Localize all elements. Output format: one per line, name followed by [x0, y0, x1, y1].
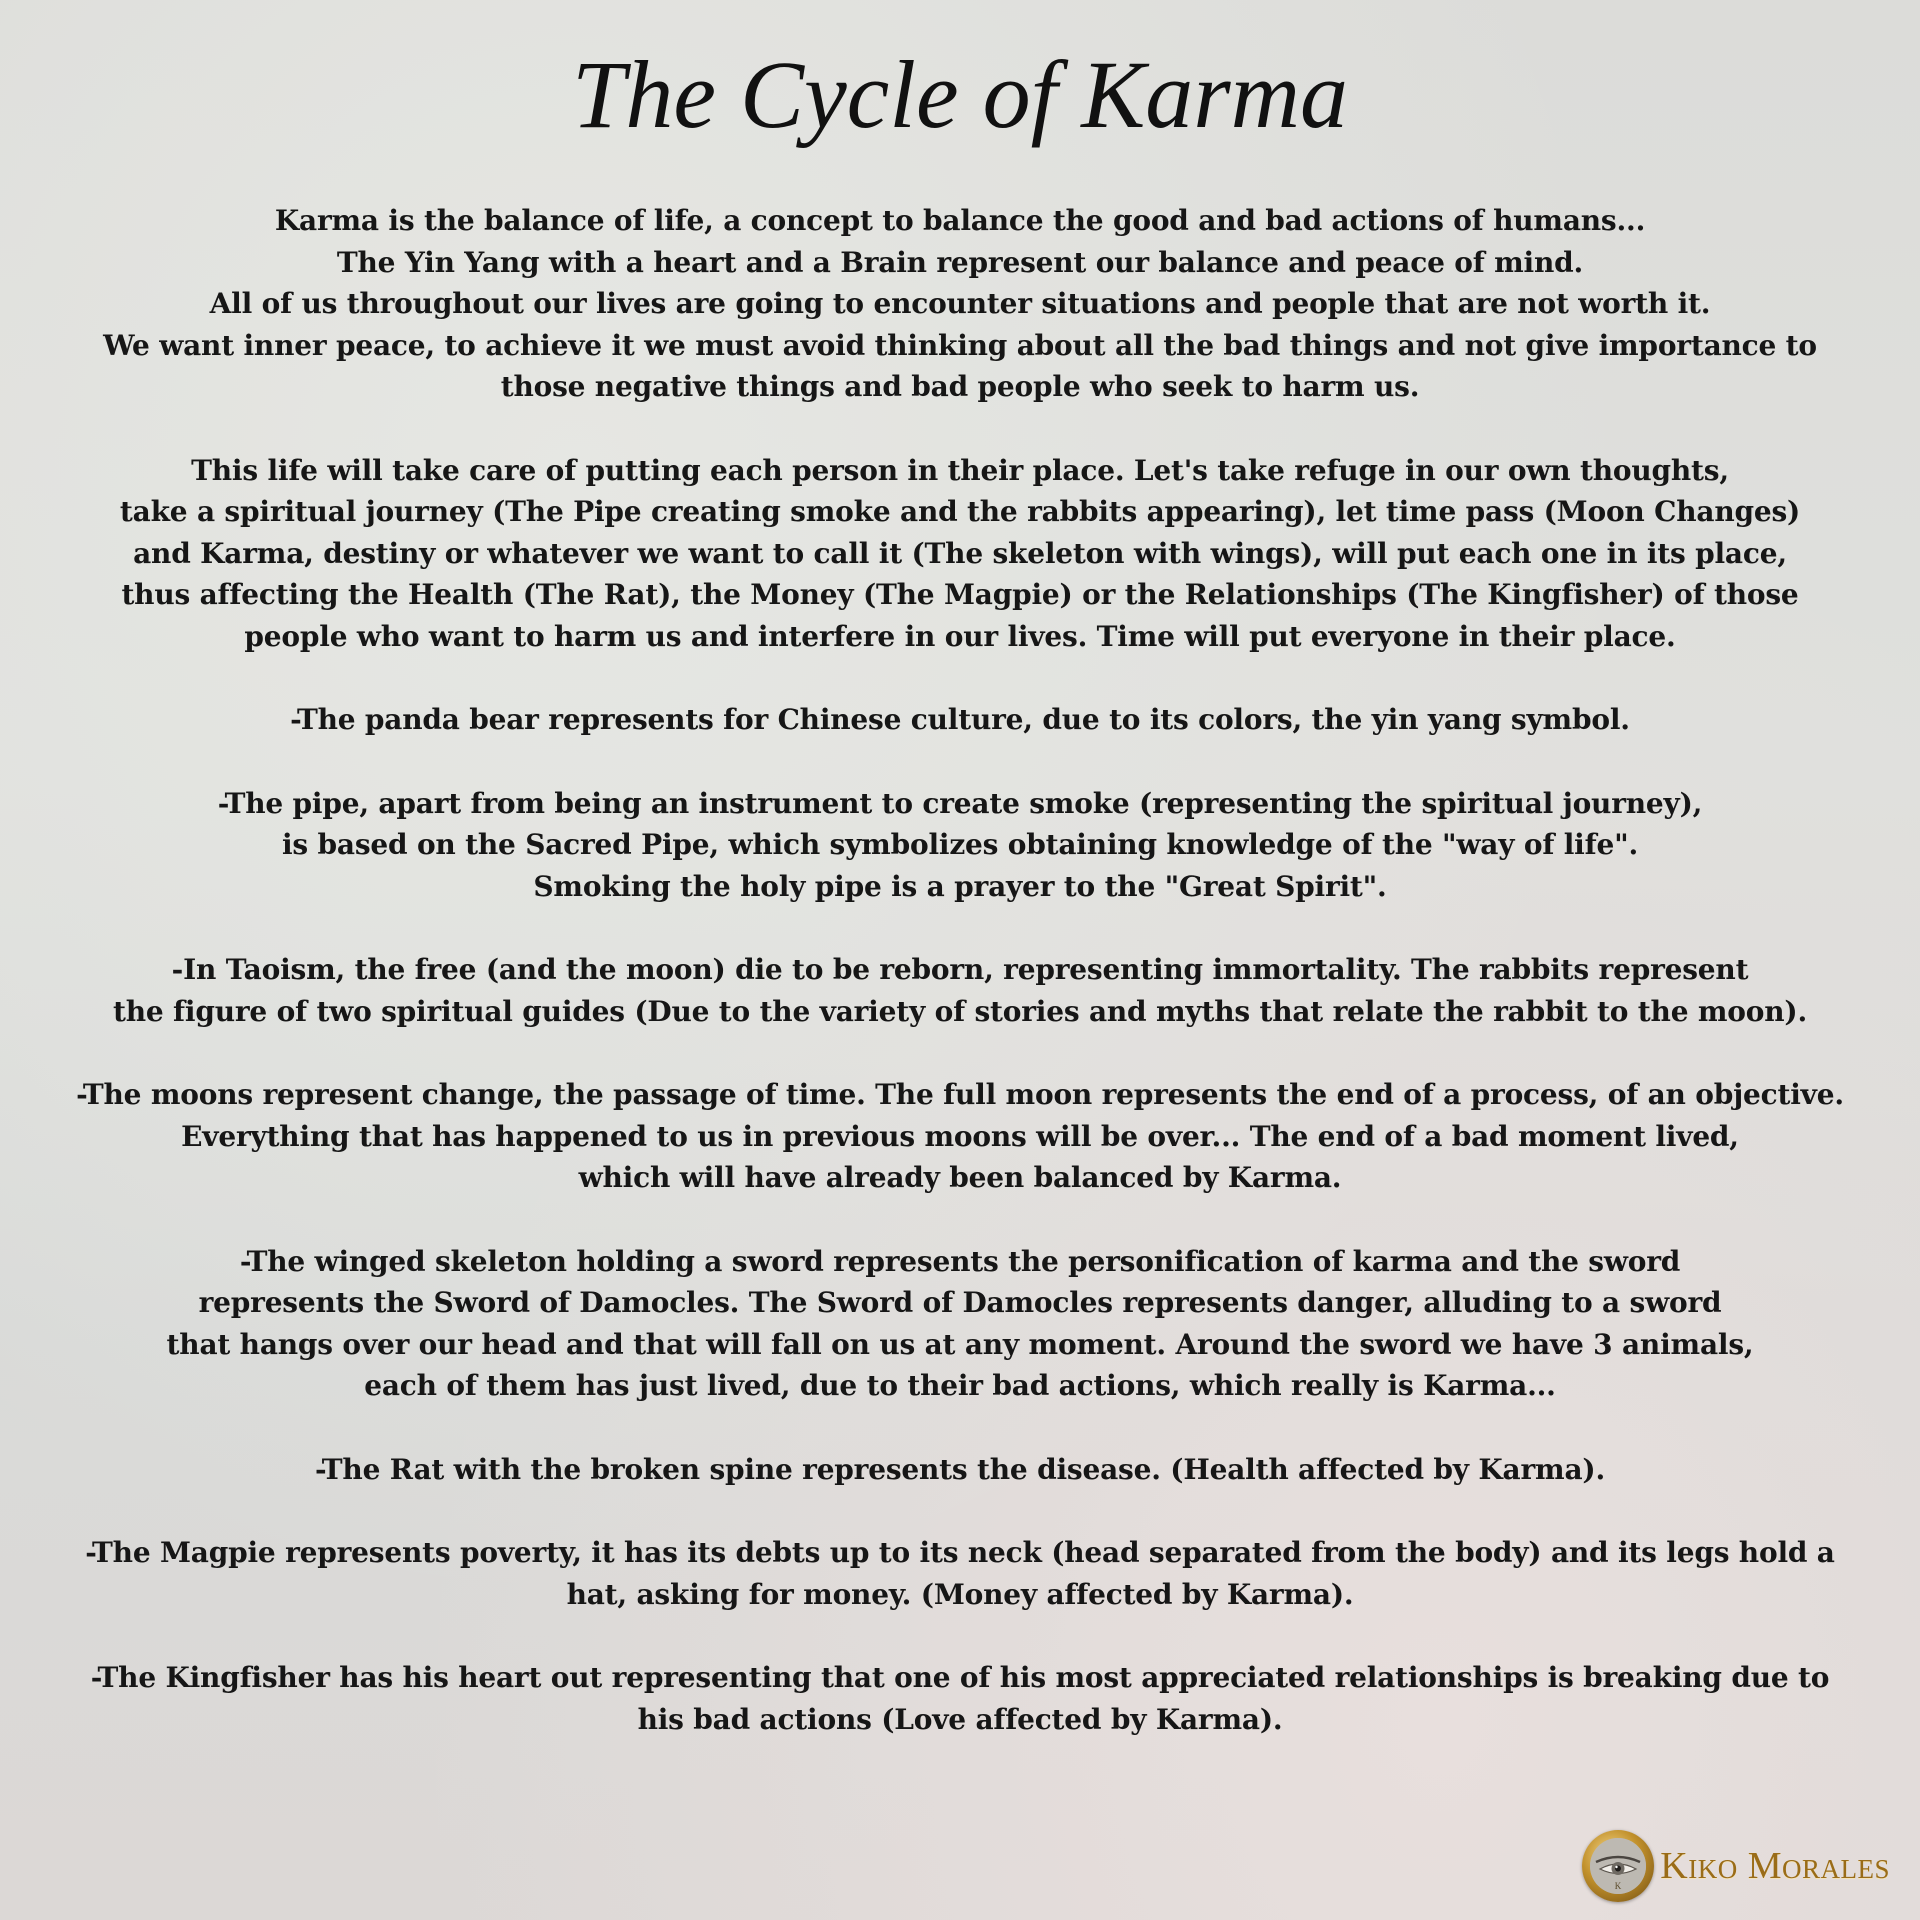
- logo-badge: [1582, 1830, 1654, 1902]
- text-line: -The winged skeleton holding a sword represents the personification of karma and the sword: [239, 1244, 1681, 1278]
- logo-text: Kiko Morales: [1660, 1845, 1890, 1887]
- text-line: -The Rat with the broken spine represents the disease. (Health affected by Karma).: [315, 1452, 1605, 1486]
- text-line: and Karma, destiny or whatever we want to call it (The skeleton with wings), will put each one in its place,: [133, 536, 1787, 570]
- text-line: All of us throughout our lives are going to encounter situations and people that are not worth it.: [209, 287, 1711, 320]
- text-line: We want inner peace, to achieve it we must avoid thinking about all the bad things and not give importance to: [103, 328, 1817, 362]
- text-line: hat, asking for money. (Money affected by Karma).: [566, 1577, 1354, 1611]
- text-line: that hangs over our head and that will fall on us at any moment. Around the sword we have 3 animals,: [166, 1327, 1754, 1361]
- text-line: The Yin Yang with a heart and a Brain represent our balance and peace of mind.: [336, 245, 1584, 279]
- text-line: -In Taoism, the free (and the moon) die to be reborn, representing immortality. The rabbits represent: [171, 953, 1749, 986]
- text-line: take a spiritual journey (The Pipe creating smoke and the rabbits appearing), let time pass (Moon Changes): [119, 495, 1801, 528]
- text-line: each of them has just lived, due to their bad actions, which really is Karma...: [364, 1369, 1556, 1402]
- text-line: -The Magpie represents poverty, it has its debts up to its neck (head separated from the body) and its legs hold a: [85, 1536, 1835, 1569]
- text-line: Smoking the holy pipe is a prayer to the "Great Spirit".: [533, 869, 1387, 903]
- text-line: which will have already been balanced by Karma.: [578, 1161, 1342, 1194]
- text-line: This life will take care of putting each person in their place. Let's take refuge in our own thoughts,: [191, 453, 1729, 487]
- svg-text:K: K: [1615, 1881, 1622, 1891]
- text-line: people who want to harm us and interfere in our lives. Time will put everyone in their place.: [244, 619, 1676, 653]
- paragraph-panda: [40, 699, 1880, 741]
- paragraph-pipe: [40, 783, 1880, 908]
- paragraph-life: [40, 450, 1880, 658]
- author-logo: [1582, 1830, 1890, 1902]
- paragraph-taoism: [40, 949, 1880, 1032]
- paragraph-intro: [40, 200, 1880, 408]
- page-title: The Cycle of Karma: [572, 41, 1348, 148]
- text-line: -The Kingfisher has his heart out representing that one of his most appreciated relationships is breaking due to: [90, 1661, 1830, 1694]
- paragraph-skeleton: [40, 1241, 1880, 1407]
- text-line: those negative things and bad people who seek to harm us.: [500, 370, 1420, 403]
- body-text: [40, 200, 1880, 1782]
- text-line: Everything that has happened to us in previous moons will be over... The end of a bad moment lived,: [181, 1119, 1739, 1153]
- text-line: the figure of two spiritual guides (Due to the variety of stories and myths that relate the rabbit to the moon).: [112, 994, 1807, 1028]
- eye-icon: [1590, 1838, 1646, 1894]
- text-line: -The panda bear represents for Chinese culture, due to its colors, the yin yang symbol.: [290, 703, 1630, 736]
- text-line: is based on the Sacred Pipe, which symbolizes obtaining knowledge of the "way of life".: [281, 828, 1639, 861]
- text-line: his bad actions (Love affected by Karma).: [637, 1702, 1283, 1736]
- paragraph-magpie: [40, 1532, 1880, 1615]
- paragraph-moons: [40, 1074, 1880, 1199]
- text-line: thus affecting the Health (The Rat), the Money (The Magpie) or the Relationships (The Kingfisher) of those: [121, 578, 1799, 611]
- text-line: -The moons represent change, the passage of time. The full moon represents the end of a process, of an objective.: [76, 1078, 1844, 1111]
- paragraph-rat: [40, 1449, 1880, 1491]
- text-line: -The pipe, apart from being an instrument to create smoke (representing the spiritual journey),: [217, 786, 1703, 820]
- text-line: Karma is the balance of life, a concept to balance the good and bad actions of humans...: [274, 204, 1646, 237]
- text-line: represents the Sword of Damocles. The Sword of Damocles represents danger, alluding to a sword: [198, 1286, 1722, 1319]
- paragraph-kingfisher: [40, 1657, 1880, 1740]
